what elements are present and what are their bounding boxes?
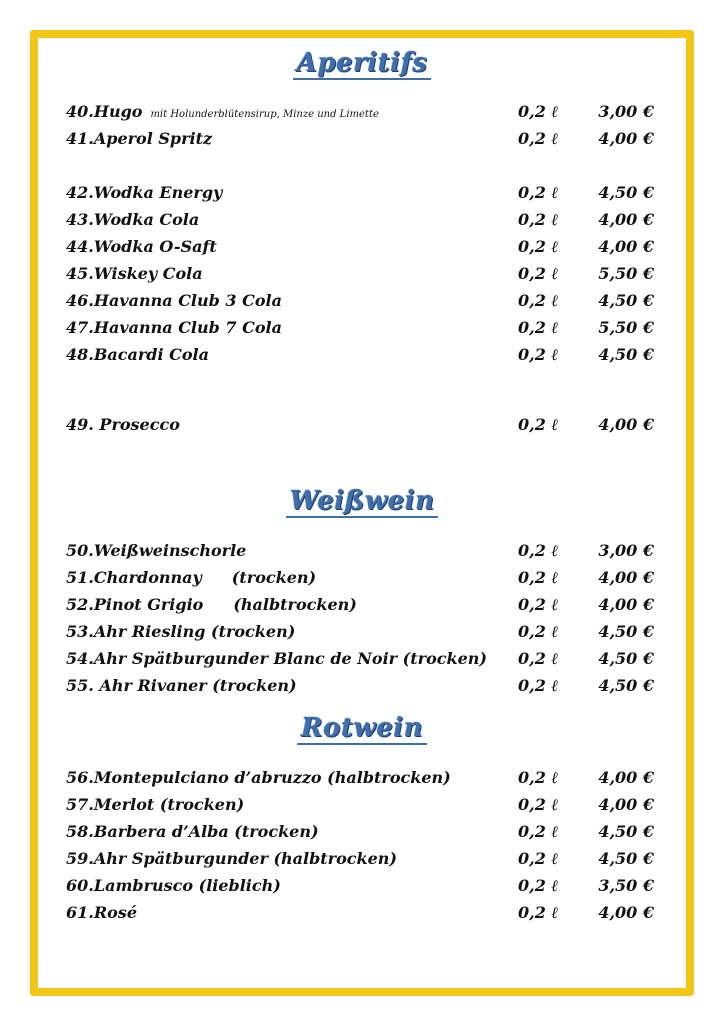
item-name: 59.Ahr Spätburgunder (halbtrocken) xyxy=(66,849,397,868)
item-size: 0,2 ℓ xyxy=(518,129,559,148)
item-price: 4,00 € xyxy=(598,237,654,256)
item-size: 0,2 ℓ xyxy=(518,568,559,587)
item-name: 49. Prosecco xyxy=(66,415,180,434)
item-size: 0,2 ℓ xyxy=(518,822,559,841)
item-price: 4,00 € xyxy=(598,129,654,148)
item-price: 3,50 € xyxy=(598,876,654,895)
item-name: 58.Barbera d’Alba (trocken) xyxy=(66,822,319,841)
item-price: 5,50 € xyxy=(598,264,654,283)
item-name: 53.Ahr Riesling (trocken) xyxy=(66,622,296,641)
section-title-aperitifs: Aperitifs xyxy=(0,48,724,78)
item-name: 50.Weißweinschorle xyxy=(66,541,247,560)
item-size: 0,2 ℓ xyxy=(518,768,559,787)
item-size: 0,2 ℓ xyxy=(518,541,559,560)
item-price: 3,00 € xyxy=(598,541,654,560)
item-size: 0,2 ℓ xyxy=(518,876,559,895)
item-size: 0,2 ℓ xyxy=(518,318,559,337)
item-name: 52.Pinot Grigio xyxy=(66,595,204,614)
item-name: 44.Wodka O-Saft xyxy=(66,237,217,256)
item-note: mit Holunderblütensirup, Minze und Limette xyxy=(150,109,379,120)
item-size: 0,2 ℓ xyxy=(518,849,559,868)
item-name: 41.Aperol Spritz xyxy=(66,129,213,148)
item-size: 0,2 ℓ xyxy=(518,291,559,310)
menu-item xyxy=(66,237,666,259)
item-size: 0,2 ℓ xyxy=(518,795,559,814)
item-price: 4,50 € xyxy=(598,649,654,668)
menu-item xyxy=(66,649,666,671)
item-size: 0,2 ℓ xyxy=(518,345,559,364)
menu-item xyxy=(66,876,666,898)
section-title-weisswein: Weißwein xyxy=(0,486,724,516)
item-price: 3,00 € xyxy=(598,102,654,121)
item-size: 0,2 ℓ xyxy=(518,676,559,695)
item-style: (trocken) xyxy=(231,568,317,587)
item-name: 56.Montepulciano d’abruzzo (halbtrocken) xyxy=(66,768,451,787)
item-price: 4,50 € xyxy=(598,183,654,202)
menu-item xyxy=(66,345,666,367)
item-size: 0,2 ℓ xyxy=(518,595,559,614)
item-size: 0,2 ℓ xyxy=(518,622,559,641)
item-name: 46.Havanna Club 3 Cola xyxy=(66,291,282,310)
menu-item xyxy=(66,768,666,790)
item-name: 61.Rosé xyxy=(66,903,137,922)
menu-item xyxy=(66,318,666,340)
item-name: 47.Havanna Club 7 Cola xyxy=(66,318,282,337)
menu-item xyxy=(66,849,666,871)
item-size: 0,2 ℓ xyxy=(518,210,559,229)
item-name: 48.Bacardi Cola xyxy=(66,345,209,364)
item-price: 4,00 € xyxy=(598,795,654,814)
menu-item xyxy=(66,291,666,313)
menu-item xyxy=(66,210,666,232)
section-title-rotwein: Rotwein xyxy=(0,713,724,743)
item-name: 43.Wodka Cola xyxy=(66,210,200,229)
menu-item xyxy=(66,129,666,151)
item-style: (halbtrocken) xyxy=(233,595,357,614)
menu-item xyxy=(66,541,666,563)
item-price: 4,50 € xyxy=(598,822,654,841)
item-price: 4,00 € xyxy=(598,768,654,787)
item-name: 45.Wiskey Cola xyxy=(66,264,203,283)
item-price: 4,00 € xyxy=(598,415,654,434)
menu-item xyxy=(66,183,666,205)
item-size: 0,2 ℓ xyxy=(518,903,559,922)
menu-item xyxy=(66,822,666,844)
item-name: 57.Merlot (trocken) xyxy=(66,795,245,814)
menu-item xyxy=(66,595,666,617)
item-size: 0,2 ℓ xyxy=(518,183,559,202)
item-price: 4,00 € xyxy=(598,903,654,922)
item-size: 0,2 ℓ xyxy=(518,415,559,434)
menu-item xyxy=(66,622,666,644)
item-price: 4,00 € xyxy=(598,595,654,614)
item-price: 4,50 € xyxy=(598,291,654,310)
menu-item xyxy=(66,795,666,817)
item-price: 4,50 € xyxy=(598,849,654,868)
item-size: 0,2 ℓ xyxy=(518,649,559,668)
item-price: 4,50 € xyxy=(598,676,654,695)
item-name: 55. Ahr Rivaner (trocken) xyxy=(66,676,297,695)
item-price: 4,00 € xyxy=(598,210,654,229)
menu-item xyxy=(66,903,666,925)
item-size: 0,2 ℓ xyxy=(518,237,559,256)
item-name: 42.Wodka Energy xyxy=(66,183,223,202)
menu-item xyxy=(66,264,666,286)
item-size: 0,2 ℓ xyxy=(518,102,559,121)
item-price: 5,50 € xyxy=(598,318,654,337)
item-price: 4,50 € xyxy=(598,345,654,364)
menu-item xyxy=(66,102,666,124)
item-size: 0,2 ℓ xyxy=(518,264,559,283)
item-price: 4,00 € xyxy=(598,568,654,587)
item-name: 60.Lambrusco (lieblich) xyxy=(66,876,281,895)
menu-item xyxy=(66,415,666,437)
item-name: 40.Hugo xyxy=(66,102,143,121)
item-price: 4,50 € xyxy=(598,622,654,641)
menu-item xyxy=(66,568,666,590)
menu-item xyxy=(66,676,666,698)
item-name: 54.Ahr Spätburgunder Blanc de Noir (trocken) xyxy=(66,649,487,668)
item-name: 51.Chardonnay xyxy=(66,568,202,587)
